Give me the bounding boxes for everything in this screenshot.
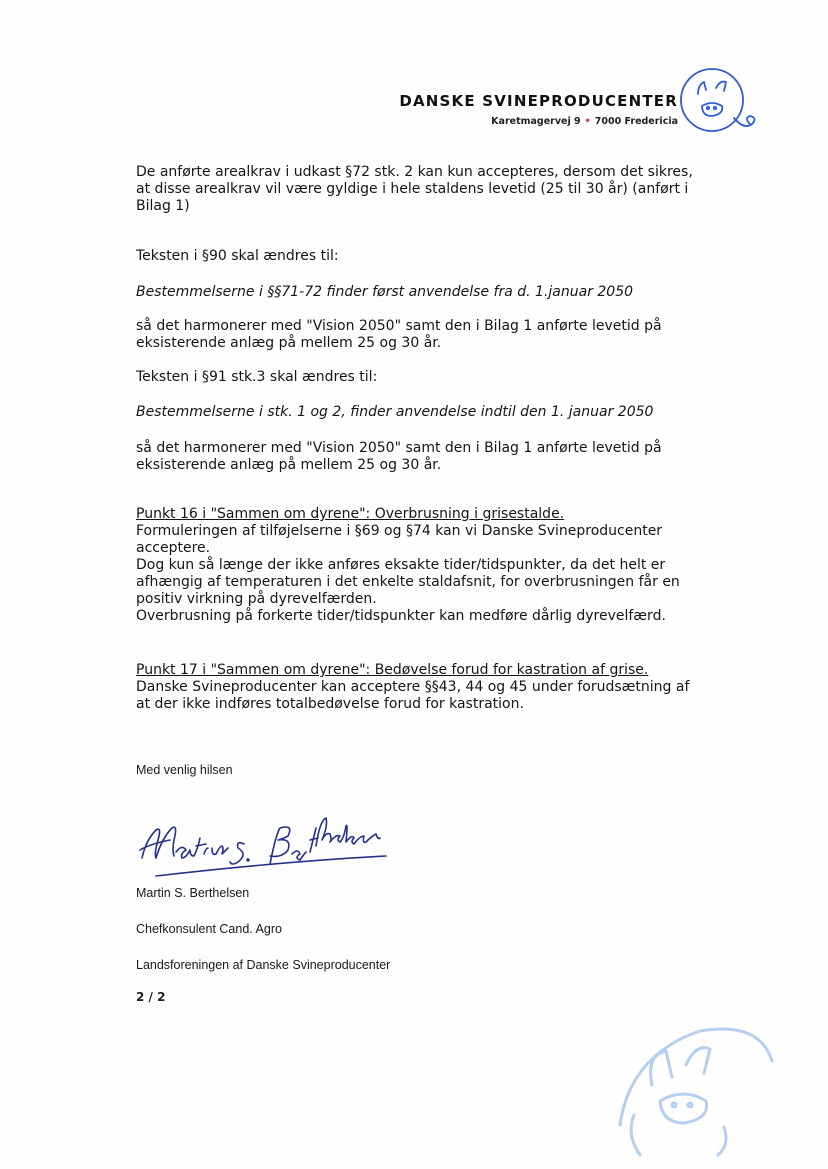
signer-name: Martin S. Berthelsen xyxy=(136,886,250,900)
handwritten-signature xyxy=(136,806,406,886)
paragraph-section-91-intro: Teksten i §91 stk.3 skal ændres til: xyxy=(136,369,378,385)
signer-organization: Landsforeningen af Danske Svineproducenter xyxy=(136,958,391,972)
punkt-16-line-1: Formuleringen af tilføjelserne i §69 og §74 kan vi Danske Svineproducenter acceptere. xyxy=(136,523,663,556)
paragraph-section-90-text: Bestemmelserne i §§71-72 finder først anvendelse fra d. 1.januar 2050 xyxy=(136,284,634,300)
punkt-16-line-3: Overbrusning på forkerte tider/tidspunkter kan medføre dårlig dyrevelfærd. xyxy=(136,608,666,624)
punkt-16-line-2: Dog kun så længe der ikke anføres eksakte tider/tidspunkter, da det helt er afhængig af temperaturen i det enkelte staldafsnit, for overbrusningen får en positiv virkning på dyrevelfærden. xyxy=(136,557,680,607)
paragraph-section-91-text: Bestemmelserne i stk. 1 og 2, finder anvendelse indtil den 1. januar 2050 xyxy=(136,404,654,420)
pig-logo-icon xyxy=(676,66,760,146)
paragraph-area-requirements: De anførte arealkrav i udkast §72 stk. 2 kan kun accepteres, dersom det sikres, at disse arealkrav vil være gyldige i hele staldens levetid (25 til 30 år) (anført i Bilag 1) xyxy=(136,164,693,214)
address-street: Karetmagervej 9 xyxy=(491,116,581,127)
punkt-16-heading: Punkt 16 i "Sammen om dyrene": Overbrusning i grisestalde. xyxy=(136,506,565,522)
punkt-17-text: Danske Svineproducenter kan acceptere §§43, 44 og 45 under forudsætning af at der ikke indføres totalbedøvelse forud for kastration. xyxy=(136,679,690,712)
pig-watermark-icon xyxy=(600,1005,780,1169)
paragraph-vision-2050-b: så det harmonerer med "Vision 2050" samt den i Bilag 1 anførte levetid på eksisterende anlæg på mellem 25 og 30 år. xyxy=(136,440,662,473)
section-punkt-17 xyxy=(136,662,696,713)
signer-title: Chefkonsulent Cand. Agro xyxy=(136,922,282,936)
address-city: 7000 Fredericia xyxy=(594,116,678,127)
letterhead xyxy=(0,0,828,150)
company-address xyxy=(491,116,678,127)
address-separator: • xyxy=(584,116,591,127)
punkt-17-heading: Punkt 17 i "Sammen om dyrene": Bedøvelse forud for kastration af grise. xyxy=(136,662,649,678)
closing-greeting: Med venlig hilsen xyxy=(136,763,233,777)
paragraph-vision-2050-a: så det harmonerer med "Vision 2050" samt den i Bilag 1 anførte levetid på eksisterende anlæg på mellem 25 og 30 år. xyxy=(136,318,662,351)
company-name: DANSKE SVINEPRODUCENTER xyxy=(399,92,678,110)
section-punkt-16 xyxy=(136,506,696,625)
paragraph-section-90-intro: Teksten i §90 skal ændres til: xyxy=(136,248,339,264)
page-number: 2 / 2 xyxy=(136,990,166,1004)
